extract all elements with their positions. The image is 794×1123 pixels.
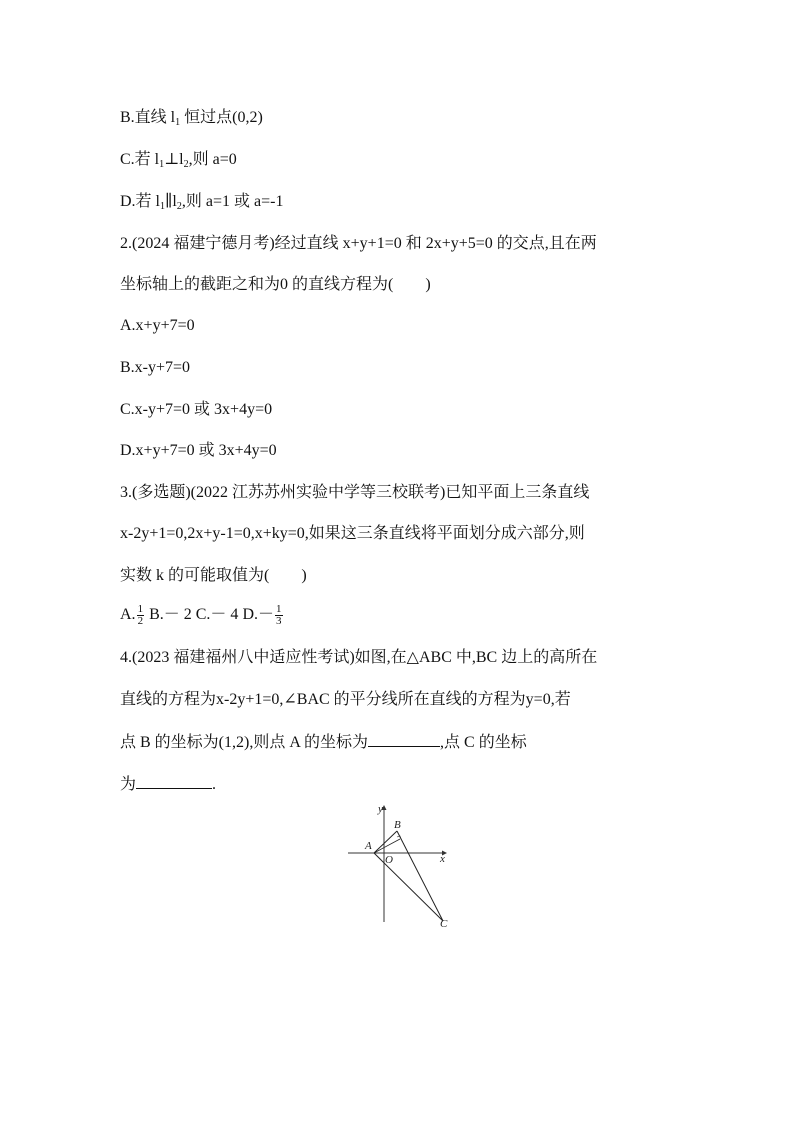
q3-option-b: B.－ 2 [145,606,192,624]
option-b-text: B.直线 l [120,109,176,126]
label-o: O [385,854,393,866]
label-y: y [378,803,383,815]
q4-stem-line3 [120,732,527,753]
fraction-denominator: 2 [137,615,144,627]
q2-option-c: C.x-y+7=0 或 3x+4y=0 [120,401,273,418]
q3-stem-line3: 实数 k 的可能取值为( ) [120,567,307,584]
subscript: 2 [176,201,182,212]
q3-options [120,604,284,627]
option-b-text-end: 恒过点(0,2) [180,109,263,126]
q2-option-d: D.x+y+7=0 或 3x+4y=0 [120,442,277,459]
subscript: 1 [159,159,165,170]
fraction-numerator: 1 [137,603,144,615]
label-c: C [440,918,448,930]
q4-stem-line1: 4.(2023 福建福州八中适应性考试)如图,在△ABC 中,BC 边上的高所在 [120,649,598,666]
option-d-text-end: ,则 a=1 或 a=-1 [181,193,284,210]
q4-stem-line2: 直线的方程为x-2y+1=0,∠BAC 的平分线所在直线的方程为y=0,若 [120,691,571,708]
label-b: B [394,819,401,831]
subscript: 1 [160,201,166,212]
triangle-figure [340,800,460,935]
answer-blank-c[interactable] [136,774,212,789]
label-a: A [365,840,372,852]
fraction-denominator: 3 [276,615,282,627]
answer-blank-a[interactable] [368,732,440,747]
q2-stem-line2: 坐标轴上的截距之和为0 的直线方程为( ) [120,276,431,293]
option-b-line [120,108,263,128]
side-ab [374,831,397,853]
q3-option-c: C.－ 4 [191,606,239,624]
q3-option-d-label: D.－ [238,606,274,624]
option-d-text: D.若 l [120,193,161,210]
q3-stem-line2: x-2y+1=0,2x+y-1=0,x+ky=0,如果这三条直线将平面划分成六部分,则 [120,525,585,542]
subscript: 1 [175,117,181,128]
perp-symbol-text: ⊥l [164,151,184,168]
q4-line4-text-end: . [212,776,217,793]
q4-line3-text-end: ,点 C 的坐标 [440,734,527,751]
option-c-text: C.若 l [120,151,160,168]
option-d-line [120,192,283,212]
option-c-text-end: ,则 a=0 [188,151,237,168]
q2-stem-line1: 2.(2024 福建宁德月考)经过直线 x+y+1=0 和 2x+y+5=0 的交点,且在两 [120,235,597,252]
q4-stem-line4 [120,774,216,795]
parallel-symbol-text: ∥l [165,193,177,210]
fraction-numerator: 1 [276,603,282,615]
label-x: x [440,853,445,865]
q2-option-a: A.x+y+7=0 [120,317,195,334]
side-bc [397,831,443,921]
coordinate-diagram [340,800,460,930]
fraction-one-half [137,604,145,627]
q4-line3-text: 点 B 的坐标为(1,2),则点 A 的坐标为 [120,734,369,751]
option-c-line [120,150,237,170]
q4-line4-text: 为 [120,776,137,793]
q3-stem-line1: 3.(多选题)(2022 江苏苏州实验中学等三校联考)已知平面上三条直线 [120,484,590,501]
q3-option-a-label: A. [120,606,136,624]
subscript: 2 [183,159,189,170]
fraction-one-third [275,604,283,627]
q2-option-b: B.x-y+7=0 [120,359,191,376]
